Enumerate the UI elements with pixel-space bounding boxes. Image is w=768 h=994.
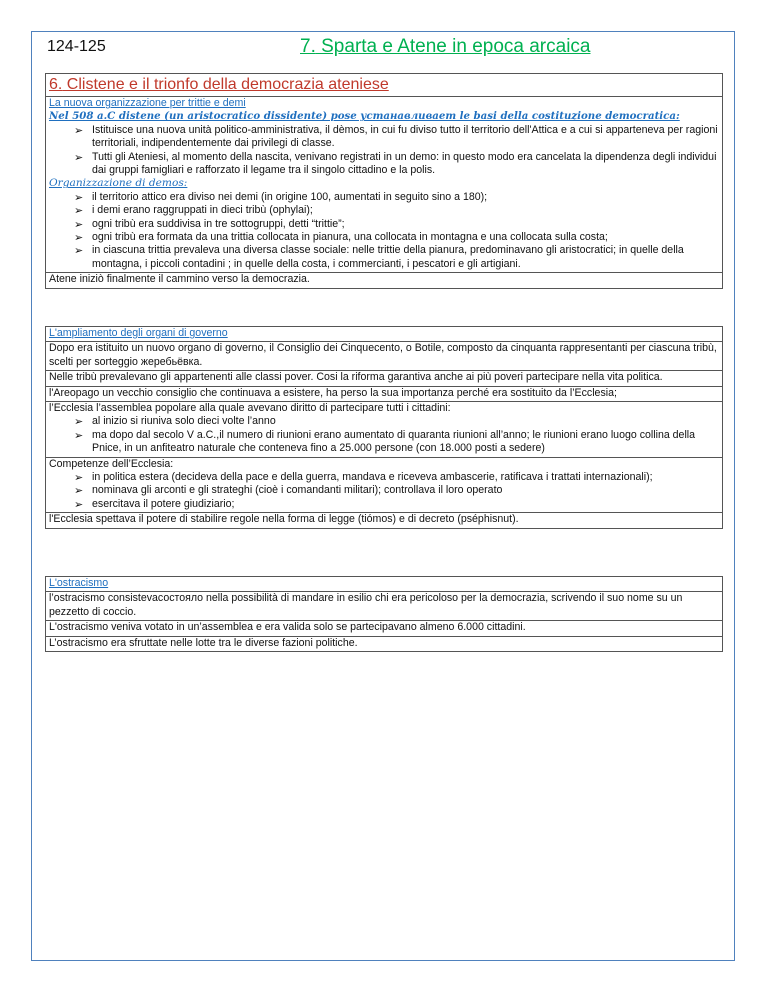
demos-list <box>49 191 718 271</box>
ecclesia-block <box>46 401 722 457</box>
intro-list <box>49 124 718 178</box>
paragraph: L'ostracismo veniva votato in un’assemblea e era valida solo se partecipavano almeno 6.000 cittadini. <box>46 620 722 635</box>
chapter-title-text: Sparta e Atene in epoca arcaica <box>315 36 591 57</box>
paragraph: L’ostracismo era sfruttate nelle lotte tra le diverse fazioni politiche. <box>46 636 722 651</box>
paragraph: l'Areopago un vecchio consiglio che continuava a esistere, ha perso la sua importanza perché era sostituito da l’Ecclesia; <box>46 386 722 401</box>
list-item: ➢ al inizio si riuniva solo dieci volte l’anno <box>74 415 718 428</box>
section-body <box>46 96 722 272</box>
list-item: ➢ il territorio attico era diviso nei demi (in origine 100, aumentati in seguito sino a 180); <box>74 191 718 204</box>
section-organi-governo <box>45 326 723 529</box>
competenze-block <box>46 457 722 513</box>
paragraph: Competenze dell’Ecclesia: <box>49 457 174 470</box>
list-item: ➢ in politica estera (decideva della pace e della guerra, mandava e riceveva ambascerie, ratificava i trattati internazionali); <box>74 471 718 484</box>
section-number: 6. <box>49 76 63 93</box>
section-title-text: Clistene e il trionfo della democrazia ateniese <box>62 76 389 93</box>
paragraph: Nelle tribù prevalevano gli appartenenti alle classi pover. Cosi la riforma garantiva anche ai più poveri partecipare nella vita politica. <box>46 370 722 385</box>
ecclesia-list <box>49 415 718 455</box>
paragraph: l’ostracismo consistevaсостояло nella possibilità di mandare in esilio chi era pericoloso per la democrazia, scrivendo il suo nome su un pezzetto di coccio. <box>46 591 722 620</box>
intro-heading: Nel 508 a.C distene (un aristocratico dissidente) pose устанавливает le basi della costituzione democratica: <box>49 110 680 123</box>
section-title <box>46 74 722 96</box>
page-header <box>47 36 727 66</box>
subheading-ostracismo: L'ostracismo <box>49 577 109 589</box>
demos-heading: Organizzazione di demos: <box>49 177 188 190</box>
paragraph: l'Ecclesia spettava il potere di stabilire regole nella forma di legge (tiómos) e di decreto (pséphisnut). <box>46 512 722 527</box>
section-clistene <box>45 73 723 289</box>
list-item: ➢ esercitava il potere giudiziario; <box>74 498 718 511</box>
list-item: ➢ in ciascuna trittia prevaleva una diversa classe sociale: nelle trittie della pianura, predominavano gli aristocratici; in quelle della montagna, i piccoli contadini ; in quelle della costa, i commercianti, i pescatori e gli artigiani. <box>74 244 718 271</box>
list-item: ➢ ogni tribù era formata da una trittia collocata in pianura, una collocata in montagna e una collocata sulla costa; <box>74 231 718 244</box>
list-item: ➢ nominava gli arconti e gli strateghi (cioè i comandanti militari); controllava il loro operato <box>74 484 718 497</box>
list-item: ➢ Tutti gli Ateniesi, al momento della nascita, venivano registrati in un demo: in questo modo era cancelata la dipendenza degli individui dai gruppi famigliari e rafforzato il legame tra il singolo cittadino e la polis. <box>74 151 718 178</box>
list-item: ➢ i demi erano raggruppati in dieci tribù (ophylai); <box>74 204 718 217</box>
chapter-number: 7. <box>300 36 316 57</box>
list-item: ➢ Istituisce una nuova unità politico-amministrativa, il dèmos, in cui fu diviso tutto il territorio dell'Attica e a cui si apparteneva per ragioni territoriali, indipendentemente dai privilegi di classe. <box>74 124 718 151</box>
competenze-list <box>49 471 718 511</box>
list-item: ➢ ma dopo dal secolo V a.C.,il numero di riunioni erano aumentato di quaranta riunioni all’anno; le riunioni erano luogo collina della Pnice, in un anfiteatro naturale che conteneva fino a 25.000 persone (con 18.000 posti a sedere) <box>74 429 718 456</box>
subheading-trittie: La nuova organizzazione per trittie e demi <box>49 97 246 109</box>
page-range: 124-125 <box>47 38 106 55</box>
closing-line: Atene iniziò finalmente il cammino verso la democrazia. <box>46 272 722 287</box>
section-ostracismo <box>45 576 723 652</box>
paragraph: l’Ecclesia l’assemblea popolare alla quale avevano diritto di partecipare tutti i cittadini: <box>49 402 451 415</box>
list-item: ➢ ogni tribù era suddivisa in tre sottogruppi, detti “trittie”; <box>74 218 718 231</box>
chapter-title <box>300 36 591 58</box>
paragraph: Dopo era istituito un nuovo organo di governo, il Consiglio dei Cinquecento, o Botile, composto da cinquanta rappresentanti per ciascuna tribù, scelti per sorteggio жеребьёвка. <box>46 341 722 370</box>
subheading-governo: L'ampliamento degli organi di governo <box>49 327 228 339</box>
